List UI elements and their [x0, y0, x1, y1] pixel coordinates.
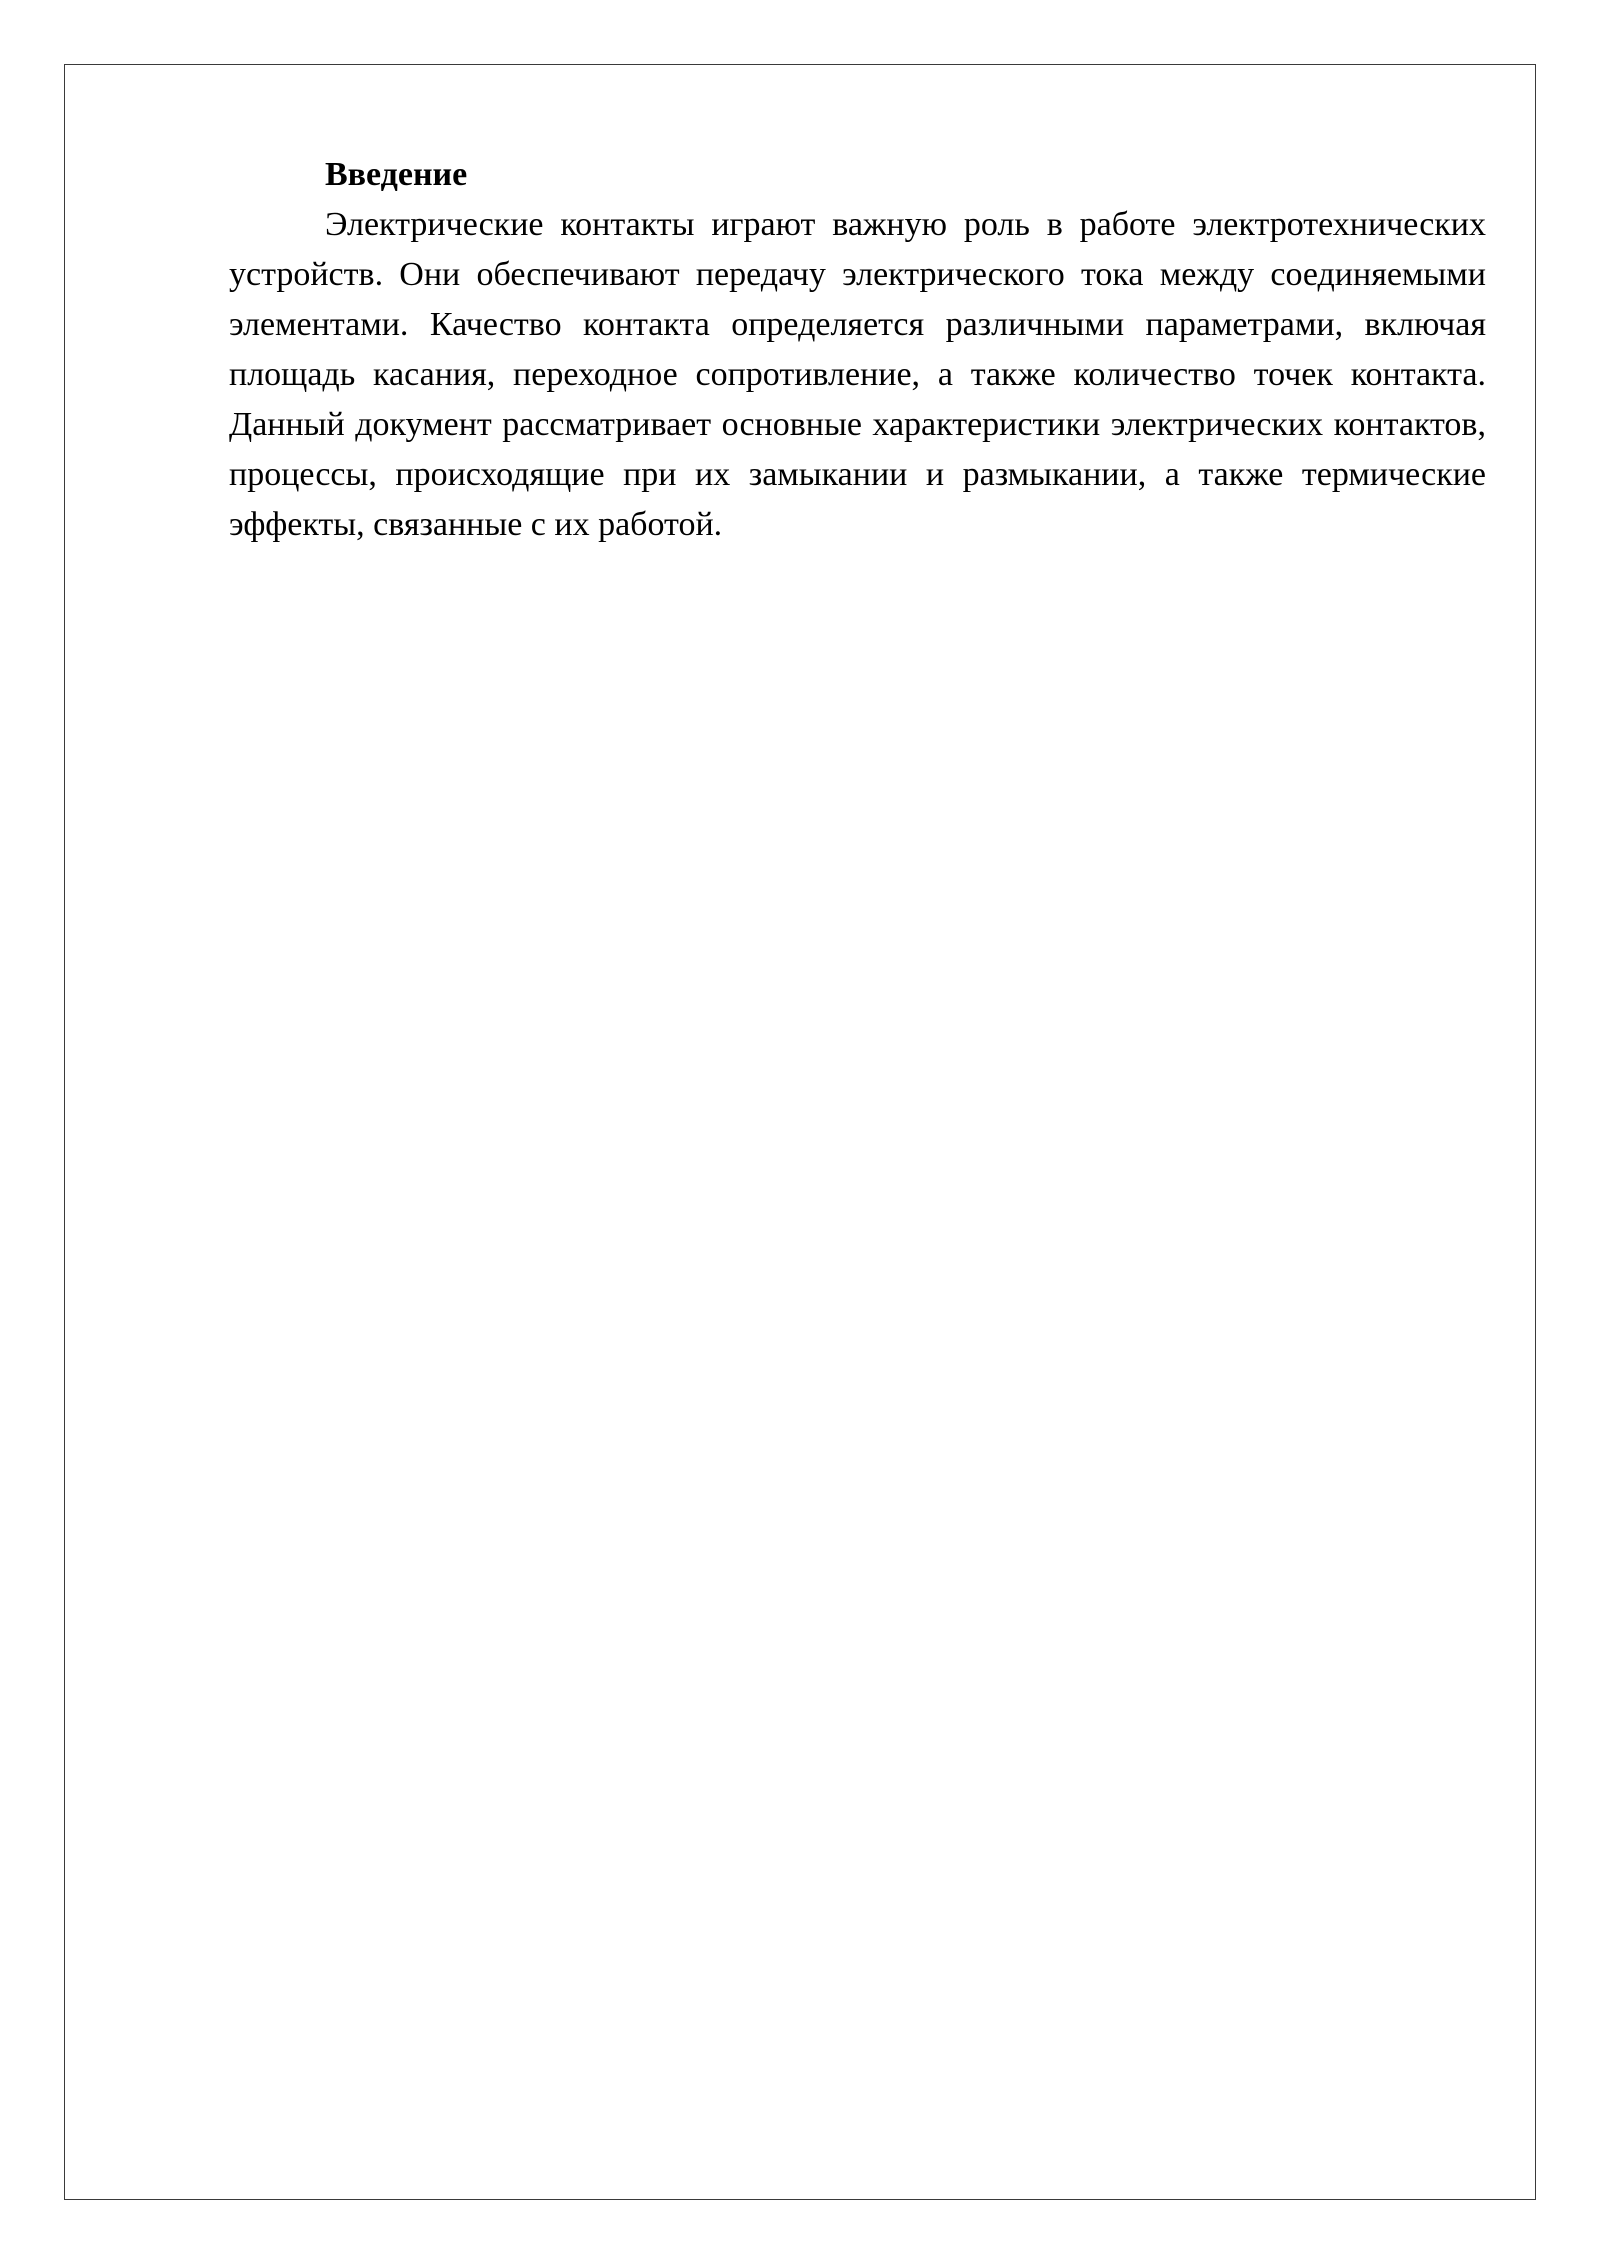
section-heading: Введение: [325, 156, 468, 193]
document-body: [229, 150, 1486, 550]
intro-paragraph: Электрические контакты играют важную роль в работе электротехнических устройств. Они обеспечивают передачу электрического тока между соединяемыми элементами. Качество контакта определяется различными параметрами, включая площадь касания, переходное сопротивление, а также количество точек контакта. Данный документ рассматривает основные характеристики электрических контактов, процессы, происходящие при их замыкании и размыкании, а также термические эффекты, связанные с их работой.: [229, 206, 1486, 543]
